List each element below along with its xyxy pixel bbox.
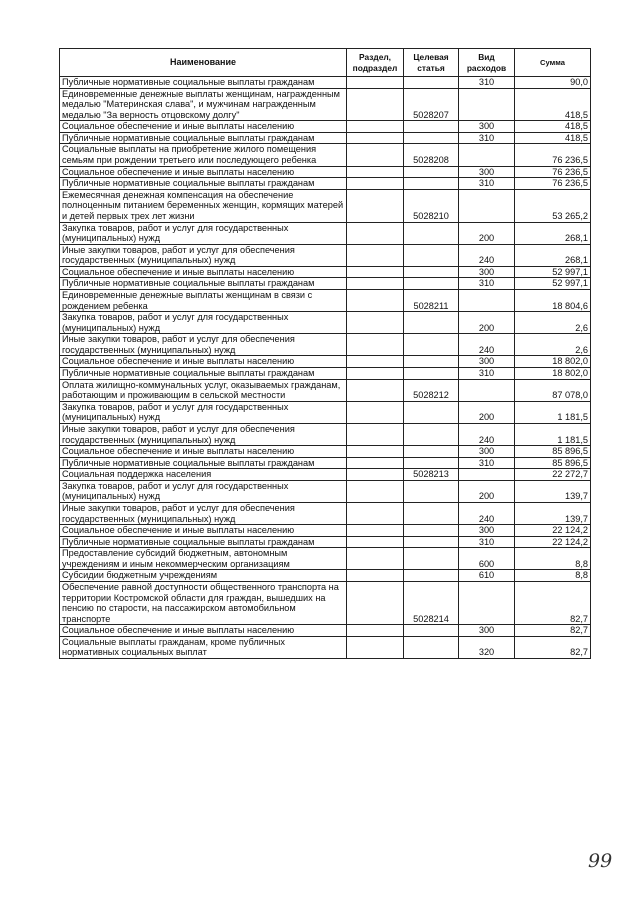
cell-name: Публичные нормативные социальные выплаты гражданам [60, 368, 347, 380]
cell-type: 310 [459, 178, 515, 190]
table-row [60, 266, 591, 278]
cell-type: 300 [459, 625, 515, 637]
cell-name: Закупка товаров, работ и услуг для государственных (муниципальных) нужд [60, 480, 347, 502]
table-row [60, 536, 591, 548]
cell-sum: 1 181,5 [515, 423, 591, 445]
cell-type: 300 [459, 356, 515, 368]
page-number: 99 [588, 850, 613, 872]
cell-name: Социальные выплаты гражданам, кроме публичных нормативных социальных выплат [60, 636, 347, 658]
table-row [60, 457, 591, 469]
cell-name: Субсидии бюджетным учреждениям [60, 570, 347, 582]
table-row [60, 334, 591, 356]
cell-section [347, 401, 404, 423]
header-section: Раздел, подраздел [347, 49, 404, 77]
cell-sum: 76 236,5 [515, 166, 591, 178]
cell-target [404, 536, 459, 548]
cell-sum: 90,0 [515, 77, 591, 89]
cell-name: Иные закупки товаров, работ и услуг для обеспечения государственных (муниципальных) нужд [60, 334, 347, 356]
cell-section [347, 289, 404, 311]
cell-section [347, 88, 404, 121]
cell-type: 300 [459, 266, 515, 278]
table-row [60, 121, 591, 133]
cell-section [347, 480, 404, 502]
cell-type: 200 [459, 480, 515, 502]
cell-name: Социальные выплаты на приобретение жилого помещения семьям при рождении третьего или последующего ребенка [60, 144, 347, 166]
table-row [60, 636, 591, 658]
header-sum: Сумма [515, 49, 591, 77]
cell-target [404, 423, 459, 445]
cell-sum: 18 804,6 [515, 289, 591, 311]
header-target: Целевая статья [404, 49, 459, 77]
cell-section [347, 625, 404, 637]
table-row [60, 289, 591, 311]
cell-target [404, 356, 459, 368]
cell-sum: 139,7 [515, 502, 591, 524]
cell-target [404, 121, 459, 133]
cell-name: Публичные нормативные социальные выплаты гражданам [60, 77, 347, 89]
cell-sum: 1 181,5 [515, 401, 591, 423]
cell-sum: 82,7 [515, 636, 591, 658]
cell-target: 5028210 [404, 189, 459, 222]
cell-sum: 22 272,7 [515, 469, 591, 481]
table-row [60, 446, 591, 458]
table-row [60, 469, 591, 481]
cell-sum: 87 078,0 [515, 379, 591, 401]
table-row [60, 166, 591, 178]
budget-table [59, 48, 591, 659]
cell-type: 200 [459, 312, 515, 334]
cell-section [347, 312, 404, 334]
cell-sum: 76 236,5 [515, 144, 591, 166]
cell-name: Социальное обеспечение и иные выплаты населению [60, 446, 347, 458]
table-header-row [60, 49, 591, 77]
cell-sum: 22 124,2 [515, 536, 591, 548]
cell-type [459, 88, 515, 121]
cell-section [347, 502, 404, 524]
cell-section [347, 423, 404, 445]
cell-name: Иные закупки товаров, работ и услуг для обеспечения государственных (муниципальных) нужд [60, 244, 347, 266]
table-row [60, 379, 591, 401]
cell-name: Социальное обеспечение и иные выплаты населению [60, 121, 347, 133]
cell-section [347, 266, 404, 278]
cell-section [347, 356, 404, 368]
cell-type: 600 [459, 548, 515, 570]
cell-target [404, 446, 459, 458]
cell-type [459, 582, 515, 625]
cell-target: 5028208 [404, 144, 459, 166]
cell-target [404, 525, 459, 537]
table-row [60, 244, 591, 266]
cell-target: 5028211 [404, 289, 459, 311]
cell-target [404, 166, 459, 178]
table-row [60, 222, 591, 244]
cell-target [404, 368, 459, 380]
table-row [60, 88, 591, 121]
cell-name: Единовременные денежные выплаты женщинам в связи с рождением ребенка [60, 289, 347, 311]
cell-type: 200 [459, 401, 515, 423]
cell-type: 310 [459, 132, 515, 144]
cell-section [347, 636, 404, 658]
cell-target [404, 132, 459, 144]
cell-section [347, 278, 404, 290]
cell-type: 240 [459, 502, 515, 524]
cell-section [347, 525, 404, 537]
table-row [60, 570, 591, 582]
cell-section [347, 121, 404, 133]
cell-section [347, 244, 404, 266]
table-row [60, 77, 591, 89]
cell-sum: 2,6 [515, 334, 591, 356]
cell-sum: 82,7 [515, 625, 591, 637]
cell-section [347, 570, 404, 582]
table-row [60, 480, 591, 502]
cell-section [347, 144, 404, 166]
cell-name: Предоставление субсидий бюджетным, автономным учреждениям и иным некоммерческим организациям [60, 548, 347, 570]
cell-section [347, 77, 404, 89]
table-row [60, 278, 591, 290]
cell-name: Закупка товаров, работ и услуг для государственных (муниципальных) нужд [60, 401, 347, 423]
cell-name: Социальная поддержка населения [60, 469, 347, 481]
table-row [60, 423, 591, 445]
cell-sum: 8,8 [515, 570, 591, 582]
cell-section [347, 457, 404, 469]
cell-type [459, 144, 515, 166]
cell-sum: 85 896,5 [515, 446, 591, 458]
table-row [60, 582, 591, 625]
table-row [60, 625, 591, 637]
cell-target [404, 457, 459, 469]
cell-name: Социальное обеспечение и иные выплаты населению [60, 266, 347, 278]
cell-section [347, 334, 404, 356]
cell-target [404, 548, 459, 570]
cell-sum: 139,7 [515, 480, 591, 502]
table-row [60, 144, 591, 166]
cell-sum: 268,1 [515, 222, 591, 244]
cell-section [347, 178, 404, 190]
cell-section [347, 536, 404, 548]
header-type: Вид расходов [459, 49, 515, 77]
cell-sum: 82,7 [515, 582, 591, 625]
cell-target [404, 312, 459, 334]
cell-name: Публичные нормативные социальные выплаты гражданам [60, 278, 347, 290]
cell-name: Оплата жилищно-коммунальных услуг, оказываемых гражданам, работающим и проживающим в сельской местности [60, 379, 347, 401]
cell-type: 200 [459, 222, 515, 244]
table-row [60, 368, 591, 380]
cell-name: Публичные нормативные социальные выплаты гражданам [60, 536, 347, 548]
cell-sum: 418,5 [515, 132, 591, 144]
cell-target: 5028213 [404, 469, 459, 481]
cell-type: 300 [459, 121, 515, 133]
cell-sum: 268,1 [515, 244, 591, 266]
cell-type: 240 [459, 423, 515, 445]
cell-type [459, 379, 515, 401]
cell-sum: 2,6 [515, 312, 591, 334]
cell-type: 300 [459, 446, 515, 458]
cell-sum: 52 997,1 [515, 278, 591, 290]
cell-type: 310 [459, 457, 515, 469]
cell-name: Социальное обеспечение и иные выплаты населению [60, 525, 347, 537]
cell-type [459, 289, 515, 311]
cell-target [404, 480, 459, 502]
cell-target [404, 334, 459, 356]
table-row [60, 356, 591, 368]
cell-sum: 8,8 [515, 548, 591, 570]
cell-target [404, 636, 459, 658]
cell-target [404, 266, 459, 278]
table-row [60, 132, 591, 144]
cell-target [404, 222, 459, 244]
cell-target: 5028207 [404, 88, 459, 121]
header-name: Наименование [60, 49, 347, 77]
cell-sum: 53 265,2 [515, 189, 591, 222]
cell-target [404, 570, 459, 582]
cell-sum: 18 802,0 [515, 356, 591, 368]
cell-type: 310 [459, 77, 515, 89]
cell-section [347, 368, 404, 380]
table-row [60, 525, 591, 537]
cell-target [404, 77, 459, 89]
cell-name: Публичные нормативные социальные выплаты гражданам [60, 132, 347, 144]
cell-type [459, 469, 515, 481]
cell-section [347, 469, 404, 481]
cell-type: 320 [459, 636, 515, 658]
cell-name: Закупка товаров, работ и услуг для государственных (муниципальных) нужд [60, 312, 347, 334]
cell-type [459, 189, 515, 222]
cell-name: Закупка товаров, работ и услуг для государственных (муниципальных) нужд [60, 222, 347, 244]
cell-type: 240 [459, 334, 515, 356]
cell-target [404, 401, 459, 423]
cell-target [404, 502, 459, 524]
cell-name: Иные закупки товаров, работ и услуг для обеспечения государственных (муниципальных) нужд [60, 502, 347, 524]
table-row [60, 312, 591, 334]
cell-type: 310 [459, 536, 515, 548]
cell-type: 300 [459, 525, 515, 537]
cell-target [404, 625, 459, 637]
cell-name: Социальное обеспечение и иные выплаты населению [60, 166, 347, 178]
cell-section [347, 132, 404, 144]
cell-section [347, 379, 404, 401]
table-row [60, 548, 591, 570]
cell-target: 5028214 [404, 582, 459, 625]
cell-name: Публичные нормативные социальные выплаты гражданам [60, 178, 347, 190]
cell-sum: 76 236,5 [515, 178, 591, 190]
table-row [60, 178, 591, 190]
cell-section [347, 548, 404, 570]
table-body [60, 77, 591, 659]
cell-section [347, 222, 404, 244]
cell-type: 310 [459, 278, 515, 290]
cell-name: Иные закупки товаров, работ и услуг для обеспечения государственных (муниципальных) нужд [60, 423, 347, 445]
cell-target [404, 278, 459, 290]
table-row [60, 189, 591, 222]
cell-name: Социальное обеспечение и иные выплаты населению [60, 625, 347, 637]
cell-name: Публичные нормативные социальные выплаты гражданам [60, 457, 347, 469]
cell-sum: 52 997,1 [515, 266, 591, 278]
cell-target [404, 178, 459, 190]
cell-section [347, 582, 404, 625]
table-row [60, 401, 591, 423]
cell-sum: 85 896,5 [515, 457, 591, 469]
cell-section [347, 189, 404, 222]
cell-sum: 418,5 [515, 88, 591, 121]
cell-type: 610 [459, 570, 515, 582]
cell-name: Социальное обеспечение и иные выплаты населению [60, 356, 347, 368]
cell-section [347, 166, 404, 178]
cell-name: Обеспечение равной доступности общественного транспорта на территории Костромской области для граждан, вышедших на пенсию по старости, на пассажирском автомобильном транспорте [60, 582, 347, 625]
cell-sum: 22 124,2 [515, 525, 591, 537]
cell-type: 300 [459, 166, 515, 178]
table-row [60, 502, 591, 524]
cell-type: 240 [459, 244, 515, 266]
cell-target: 5028212 [404, 379, 459, 401]
cell-target [404, 244, 459, 266]
cell-sum: 18 802,0 [515, 368, 591, 380]
cell-type: 310 [459, 368, 515, 380]
cell-section [347, 446, 404, 458]
cell-name: Единовременные денежные выплаты женщинам, награжденным медалью "Материнская слава", и мужчинам награжденным медалью "За верность отцовскому долгу" [60, 88, 347, 121]
cell-sum: 418,5 [515, 121, 591, 133]
cell-name: Ежемесячная денежная компенсация на обеспечение полноценным питанием беременных женщин, кормящих матерей и детей первых трех лет жизни [60, 189, 347, 222]
